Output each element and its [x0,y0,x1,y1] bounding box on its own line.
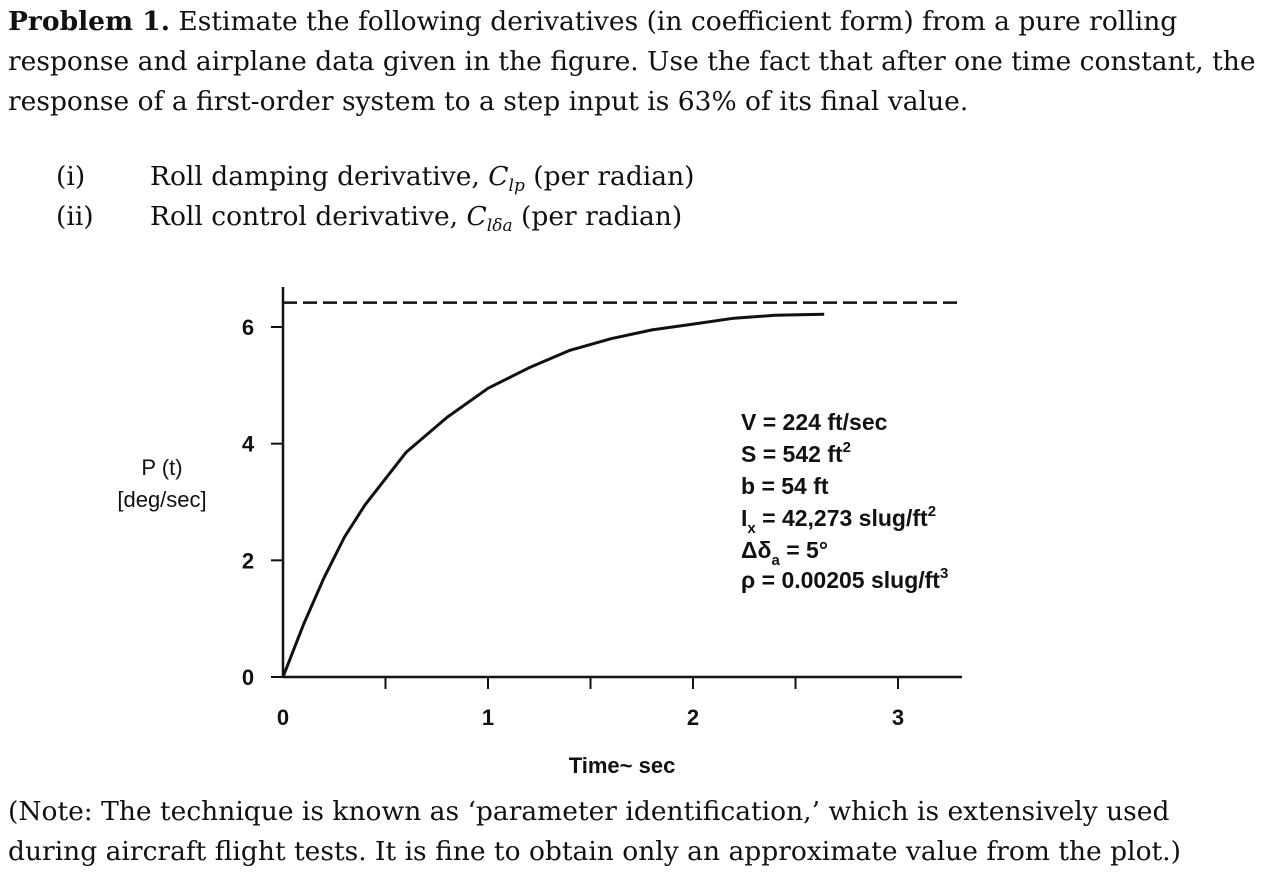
item-number: (ii) [56,201,94,232]
x-tick-label: 3 [891,705,905,730]
y-axis-label-line1: P (t) [141,455,183,480]
data-line: S = 542 $ft^2$ [741,439,851,467]
coefficient-subscript: lp [508,176,525,196]
item-unit-text: (per radian) [512,201,683,232]
y-tick-label: 4 [241,431,255,457]
item-number: (i) [56,161,86,192]
x-axis-label: Time~ sec [568,753,676,778]
data-line: $\Delta\delta_a = 5^\circ$ [741,537,829,569]
item-text: Roll control derivative, [150,201,467,232]
data-line: b = 54 ft [741,473,829,499]
coefficient-subscript: lδa [486,216,513,236]
item-text: Roll damping derivative, [150,161,489,192]
y-axis-label-line2: [deg/sec] [117,487,207,512]
note-paragraph: (Note: The technique is known as ‘parameter identification,’ which is extensively used during aircraft flight tests. It is fine to obtain only an approximate value from the plot.) [8,796,1181,867]
y-tick-label: 6 [241,315,255,340]
x-tick-label: 1 [481,705,495,730]
x-tick-label: 2 [686,705,700,730]
airplane-data-box [741,409,948,593]
coefficient-symbol: C [488,161,509,192]
problem-label: Problem 1. [8,6,170,37]
x-tick-label: 0 [276,705,290,730]
problem-text: Estimate the following derivatives (in coefficient form) from a pure rolling response and airplane data given in the figure. Use the fact that after one time constant, the response of a first-order system to a step input is 63% of its final value. [8,6,1256,117]
item-unit-text: (per radian) [524,161,695,192]
y-tick-label: 2 [241,548,255,574]
data-line: $I_x = 42,273$ slug/$ft^2$ [741,503,937,537]
data-line: ρ = 0.00205 slug/$ft^3$ [741,565,949,593]
data-line: V = 224 ft/sec [741,409,888,435]
coefficient-symbol: C [466,201,487,232]
y-tick-label: 0 [241,665,255,690]
chart-labels [117,455,675,778]
